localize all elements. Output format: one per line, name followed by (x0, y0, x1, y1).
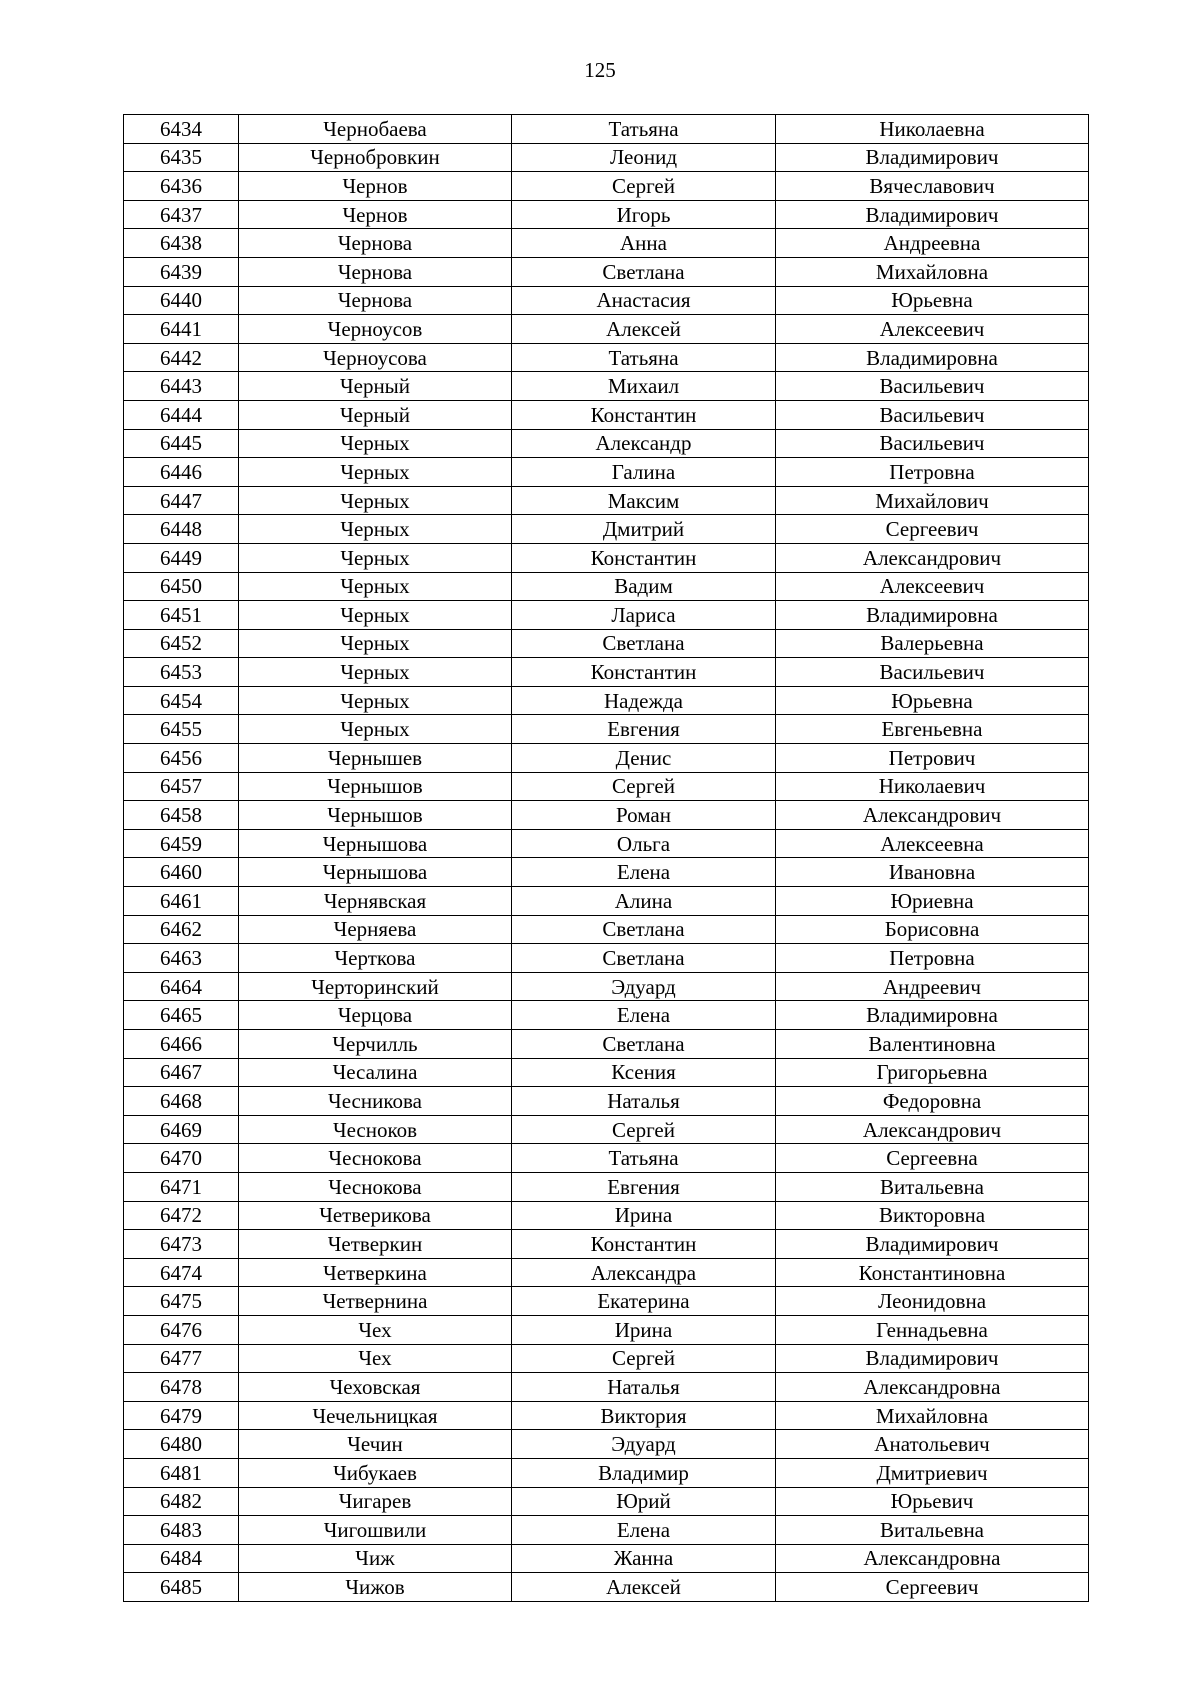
last-name-cell: Черторинский (239, 972, 512, 1001)
first-name-cell: Игорь (512, 200, 776, 229)
record-number-cell: 6484 (124, 1544, 239, 1573)
first-name-cell: Константин (512, 400, 776, 429)
last-name-cell: Черных (239, 572, 512, 601)
patronymic-cell: Андреевна (776, 229, 1089, 258)
table-row (124, 1487, 1089, 1516)
first-name-cell: Эдуард (512, 1430, 776, 1459)
last-name-cell: Черных (239, 429, 512, 458)
record-number-cell: 6455 (124, 715, 239, 744)
first-name-cell: Владимир (512, 1458, 776, 1487)
patronymic-cell: Константиновна (776, 1258, 1089, 1287)
table-row (124, 629, 1089, 658)
record-number-cell: 6479 (124, 1401, 239, 1430)
first-name-cell: Михаил (512, 372, 776, 401)
first-name-cell: Татьяна (512, 343, 776, 372)
table-row (124, 315, 1089, 344)
first-name-cell: Константин (512, 658, 776, 687)
first-name-cell: Наталья (512, 1373, 776, 1402)
record-number-cell: 6470 (124, 1144, 239, 1173)
table-row (124, 1401, 1089, 1430)
patronymic-cell: Федоровна (776, 1087, 1089, 1116)
record-number-cell: 6466 (124, 1030, 239, 1059)
patronymic-cell: Юрьевич (776, 1487, 1089, 1516)
table-row (124, 744, 1089, 773)
first-name-cell: Алина (512, 887, 776, 916)
last-name-cell: Чернова (239, 229, 512, 258)
patronymic-cell: Николаевич (776, 772, 1089, 801)
patronymic-cell: Алексеевна (776, 829, 1089, 858)
record-number-cell: 6474 (124, 1258, 239, 1287)
first-name-cell: Анастасия (512, 286, 776, 315)
record-number-cell: 6436 (124, 172, 239, 201)
first-name-cell: Виктория (512, 1401, 776, 1430)
page-number: 125 (584, 58, 616, 82)
first-name-cell: Леонид (512, 143, 776, 172)
patronymic-cell: Александрович (776, 543, 1089, 572)
table-row (124, 1258, 1089, 1287)
first-name-cell: Светлана (512, 1030, 776, 1059)
last-name-cell: Чесникова (239, 1087, 512, 1116)
table-row (124, 858, 1089, 887)
first-name-cell: Ксения (512, 1058, 776, 1087)
last-name-cell: Чечельницкая (239, 1401, 512, 1430)
patronymic-cell: Васильевич (776, 372, 1089, 401)
record-number-cell: 6462 (124, 915, 239, 944)
first-name-cell: Татьяна (512, 115, 776, 144)
table-row (124, 229, 1089, 258)
last-name-cell: Чесалина (239, 1058, 512, 1087)
patronymic-cell: Михайлович (776, 486, 1089, 515)
record-number-cell: 6438 (124, 229, 239, 258)
record-number-cell: 6449 (124, 543, 239, 572)
table-row (124, 1287, 1089, 1316)
last-name-cell: Чесноков (239, 1115, 512, 1144)
first-name-cell: Сергей (512, 172, 776, 201)
record-number-cell: 6440 (124, 286, 239, 315)
last-name-cell: Черных (239, 458, 512, 487)
first-name-cell: Наталья (512, 1087, 776, 1116)
table-row (124, 1087, 1089, 1116)
patronymic-cell: Валентиновна (776, 1030, 1089, 1059)
table-row (124, 915, 1089, 944)
table-row (124, 372, 1089, 401)
last-name-cell: Черных (239, 515, 512, 544)
first-name-cell: Надежда (512, 686, 776, 715)
first-name-cell: Алексей (512, 315, 776, 344)
patronymic-cell: Вячеславович (776, 172, 1089, 201)
last-name-cell: Чеснокова (239, 1172, 512, 1201)
table-row (124, 686, 1089, 715)
record-number-cell: 6476 (124, 1315, 239, 1344)
record-number-cell: 6435 (124, 143, 239, 172)
first-name-cell: Екатерина (512, 1287, 776, 1316)
table-row (124, 1516, 1089, 1545)
patronymic-cell: Леонидовна (776, 1287, 1089, 1316)
patronymic-cell: Васильевич (776, 429, 1089, 458)
table-row (124, 572, 1089, 601)
last-name-cell: Черных (239, 486, 512, 515)
first-name-cell: Светлана (512, 915, 776, 944)
record-number-cell: 6434 (124, 115, 239, 144)
last-name-cell: Четверкина (239, 1258, 512, 1287)
patronymic-cell: Александрович (776, 1115, 1089, 1144)
table-row (124, 887, 1089, 916)
patronymic-cell: Андреевич (776, 972, 1089, 1001)
last-name-cell: Черный (239, 372, 512, 401)
first-name-cell: Светлана (512, 257, 776, 286)
first-name-cell: Сергей (512, 772, 776, 801)
last-name-cell: Чеховская (239, 1373, 512, 1402)
record-number-cell: 6478 (124, 1373, 239, 1402)
last-name-cell: Чигарев (239, 1487, 512, 1516)
patronymic-cell: Сергеевна (776, 1144, 1089, 1173)
first-name-cell: Константин (512, 543, 776, 572)
last-name-cell: Чернобаева (239, 115, 512, 144)
last-name-cell: Чернявская (239, 887, 512, 916)
first-name-cell: Евгения (512, 715, 776, 744)
patronymic-cell: Юриевна (776, 887, 1089, 916)
first-name-cell: Юрий (512, 1487, 776, 1516)
last-name-cell: Черчилль (239, 1030, 512, 1059)
table-row (124, 772, 1089, 801)
last-name-cell: Четвернина (239, 1287, 512, 1316)
record-number-cell: 6448 (124, 515, 239, 544)
table-row (124, 1201, 1089, 1230)
record-number-cell: 6471 (124, 1172, 239, 1201)
roster-table (123, 114, 1089, 1602)
first-name-cell: Галина (512, 458, 776, 487)
last-name-cell: Чех (239, 1315, 512, 1344)
patronymic-cell: Алексеевич (776, 315, 1089, 344)
last-name-cell: Черткова (239, 944, 512, 973)
record-number-cell: 6465 (124, 1001, 239, 1030)
last-name-cell: Чех (239, 1344, 512, 1373)
table-row (124, 486, 1089, 515)
first-name-cell: Роман (512, 801, 776, 830)
last-name-cell: Черняева (239, 915, 512, 944)
first-name-cell: Елена (512, 1516, 776, 1545)
table-row (124, 543, 1089, 572)
last-name-cell: Чернобровкин (239, 143, 512, 172)
patronymic-cell: Михайловна (776, 1401, 1089, 1430)
record-number-cell: 6439 (124, 257, 239, 286)
record-number-cell: 6485 (124, 1573, 239, 1602)
table-row (124, 1058, 1089, 1087)
table-row (124, 1544, 1089, 1573)
first-name-cell: Эдуард (512, 972, 776, 1001)
last-name-cell: Черных (239, 715, 512, 744)
last-name-cell: Черных (239, 629, 512, 658)
patronymic-cell: Петрович (776, 744, 1089, 773)
table-row (124, 143, 1089, 172)
table-row (124, 658, 1089, 687)
last-name-cell: Чеснокова (239, 1144, 512, 1173)
patronymic-cell: Валерьевна (776, 629, 1089, 658)
table-row (124, 1030, 1089, 1059)
last-name-cell: Чернова (239, 257, 512, 286)
last-name-cell: Чибукаев (239, 1458, 512, 1487)
record-number-cell: 6472 (124, 1201, 239, 1230)
record-number-cell: 6453 (124, 658, 239, 687)
last-name-cell: Чигошвили (239, 1516, 512, 1545)
table-row (124, 972, 1089, 1001)
patronymic-cell: Петровна (776, 944, 1089, 973)
patronymic-cell: Владимирович (776, 200, 1089, 229)
record-number-cell: 6454 (124, 686, 239, 715)
table-row (124, 1573, 1089, 1602)
patronymic-cell: Борисовна (776, 915, 1089, 944)
patronymic-cell: Петровна (776, 458, 1089, 487)
first-name-cell: Александр (512, 429, 776, 458)
table-row (124, 1430, 1089, 1459)
patronymic-cell: Владимировна (776, 343, 1089, 372)
record-number-cell: 6461 (124, 887, 239, 916)
record-number-cell: 6469 (124, 1115, 239, 1144)
record-number-cell: 6480 (124, 1430, 239, 1459)
patronymic-cell: Васильевич (776, 400, 1089, 429)
last-name-cell: Четверикова (239, 1201, 512, 1230)
patronymic-cell: Владимирович (776, 1230, 1089, 1259)
first-name-cell: Сергей (512, 1115, 776, 1144)
last-name-cell: Черный (239, 400, 512, 429)
patronymic-cell: Григорьевна (776, 1058, 1089, 1087)
first-name-cell: Елена (512, 1001, 776, 1030)
table-row (124, 1344, 1089, 1373)
record-number-cell: 6451 (124, 601, 239, 630)
record-number-cell: 6458 (124, 801, 239, 830)
table-row (124, 944, 1089, 973)
record-number-cell: 6464 (124, 972, 239, 1001)
first-name-cell: Александра (512, 1258, 776, 1287)
table-row (124, 172, 1089, 201)
record-number-cell: 6463 (124, 944, 239, 973)
first-name-cell: Ирина (512, 1201, 776, 1230)
table-row (124, 1373, 1089, 1402)
first-name-cell: Анна (512, 229, 776, 258)
record-number-cell: 6441 (124, 315, 239, 344)
patronymic-cell: Ивановна (776, 858, 1089, 887)
record-number-cell: 6473 (124, 1230, 239, 1259)
table-row (124, 1458, 1089, 1487)
patronymic-cell: Витальевна (776, 1516, 1089, 1545)
last-name-cell: Чернышов (239, 801, 512, 830)
first-name-cell: Светлана (512, 629, 776, 658)
patronymic-cell: Викторовна (776, 1201, 1089, 1230)
table-row (124, 515, 1089, 544)
record-number-cell: 6450 (124, 572, 239, 601)
record-number-cell: 6445 (124, 429, 239, 458)
record-number-cell: 6468 (124, 1087, 239, 1116)
patronymic-cell: Евгеньевна (776, 715, 1089, 744)
first-name-cell: Светлана (512, 944, 776, 973)
record-number-cell: 6481 (124, 1458, 239, 1487)
patronymic-cell: Витальевна (776, 1172, 1089, 1201)
first-name-cell: Жанна (512, 1544, 776, 1573)
table-row (124, 1115, 1089, 1144)
table-row (124, 1230, 1089, 1259)
patronymic-cell: Юрьевна (776, 286, 1089, 315)
patronymic-cell: Юрьевна (776, 686, 1089, 715)
first-name-cell: Дмитрий (512, 515, 776, 544)
first-name-cell: Лариса (512, 601, 776, 630)
last-name-cell: Черных (239, 686, 512, 715)
last-name-cell: Черных (239, 601, 512, 630)
patronymic-cell: Геннадьевна (776, 1315, 1089, 1344)
record-number-cell: 6457 (124, 772, 239, 801)
last-name-cell: Чижов (239, 1573, 512, 1602)
patronymic-cell: Сергеевич (776, 515, 1089, 544)
table-row (124, 343, 1089, 372)
patronymic-cell: Владимирович (776, 1344, 1089, 1373)
first-name-cell: Денис (512, 744, 776, 773)
patronymic-cell: Анатольевич (776, 1430, 1089, 1459)
last-name-cell: Черцова (239, 1001, 512, 1030)
record-number-cell: 6452 (124, 629, 239, 658)
table-row (124, 715, 1089, 744)
last-name-cell: Четверкин (239, 1230, 512, 1259)
patronymic-cell: Васильевич (776, 658, 1089, 687)
first-name-cell: Максим (512, 486, 776, 515)
last-name-cell: Черноусов (239, 315, 512, 344)
first-name-cell: Вадим (512, 572, 776, 601)
roster-table-body (124, 115, 1089, 1602)
table-row (124, 286, 1089, 315)
patronymic-cell: Сергеевич (776, 1573, 1089, 1602)
patronymic-cell: Дмитриевич (776, 1458, 1089, 1487)
last-name-cell: Чернов (239, 172, 512, 201)
patronymic-cell: Николаевна (776, 115, 1089, 144)
first-name-cell: Елена (512, 858, 776, 887)
record-number-cell: 6437 (124, 200, 239, 229)
first-name-cell: Ольга (512, 829, 776, 858)
table-row (124, 200, 1089, 229)
first-name-cell: Евгения (512, 1172, 776, 1201)
patronymic-cell: Владимирович (776, 143, 1089, 172)
first-name-cell: Алексей (512, 1573, 776, 1602)
table-row (124, 257, 1089, 286)
patronymic-cell: Александровна (776, 1544, 1089, 1573)
record-number-cell: 6477 (124, 1344, 239, 1373)
last-name-cell: Чернышов (239, 772, 512, 801)
table-row (124, 115, 1089, 144)
table-row (124, 1001, 1089, 1030)
last-name-cell: Чечин (239, 1430, 512, 1459)
table-row (124, 400, 1089, 429)
last-name-cell: Черноусова (239, 343, 512, 372)
patronymic-cell: Александрович (776, 801, 1089, 830)
record-number-cell: 6483 (124, 1516, 239, 1545)
patronymic-cell: Алексеевич (776, 572, 1089, 601)
first-name-cell: Константин (512, 1230, 776, 1259)
record-number-cell: 6442 (124, 343, 239, 372)
last-name-cell: Чернышев (239, 744, 512, 773)
last-name-cell: Чиж (239, 1544, 512, 1573)
last-name-cell: Чернышова (239, 829, 512, 858)
record-number-cell: 6475 (124, 1287, 239, 1316)
first-name-cell: Сергей (512, 1344, 776, 1373)
record-number-cell: 6456 (124, 744, 239, 773)
last-name-cell: Черных (239, 543, 512, 572)
record-number-cell: 6447 (124, 486, 239, 515)
record-number-cell: 6446 (124, 458, 239, 487)
last-name-cell: Чернов (239, 200, 512, 229)
record-number-cell: 6460 (124, 858, 239, 887)
table-row (124, 1315, 1089, 1344)
record-number-cell: 6459 (124, 829, 239, 858)
table-row (124, 1172, 1089, 1201)
table-row (124, 458, 1089, 487)
table-row (124, 601, 1089, 630)
record-number-cell: 6482 (124, 1487, 239, 1516)
record-number-cell: 6444 (124, 400, 239, 429)
table-row (124, 429, 1089, 458)
first-name-cell: Татьяна (512, 1144, 776, 1173)
table-row (124, 1144, 1089, 1173)
patronymic-cell: Александровна (776, 1373, 1089, 1402)
table-row (124, 801, 1089, 830)
first-name-cell: Ирина (512, 1315, 776, 1344)
patronymic-cell: Владимировна (776, 601, 1089, 630)
patronymic-cell: Михайловна (776, 257, 1089, 286)
table-row (124, 829, 1089, 858)
record-number-cell: 6467 (124, 1058, 239, 1087)
patronymic-cell: Владимировна (776, 1001, 1089, 1030)
last-name-cell: Чернова (239, 286, 512, 315)
record-number-cell: 6443 (124, 372, 239, 401)
last-name-cell: Чернышова (239, 858, 512, 887)
last-name-cell: Черных (239, 658, 512, 687)
